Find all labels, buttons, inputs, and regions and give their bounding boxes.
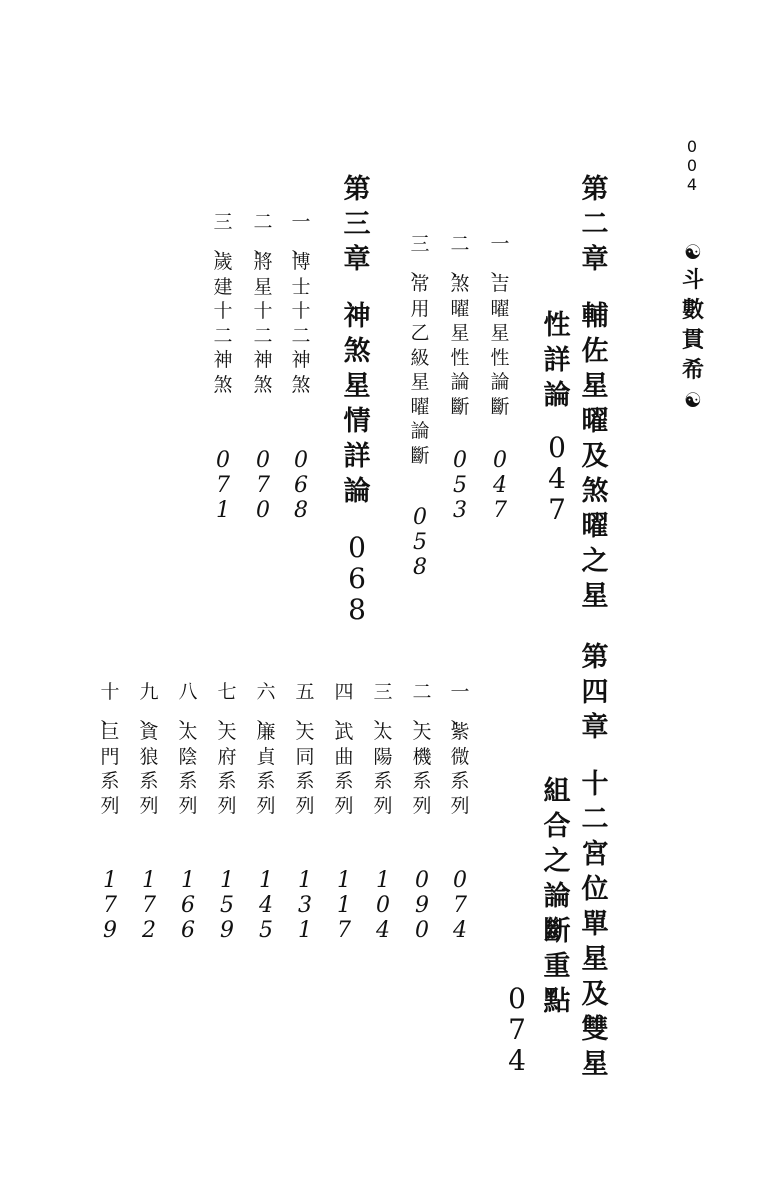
entry-title: 煞 曜 星 性 論 斷 (450, 273, 470, 418)
chapter4-title-line2: 組 合 之 論 斷 重 點 (543, 776, 571, 1017)
entry-title: 天 機 系 列 (412, 721, 432, 817)
chapter3-page: 0 6 8 (348, 531, 366, 626)
entry-number: 三 、 (213, 211, 233, 258)
chapter3-title-column (340, 172, 374, 509)
chapter3-entry-2 (249, 210, 277, 397)
entry-number: 二 、 (253, 211, 273, 258)
chapter4-entry-5-page: 1 3 1 (298, 868, 312, 943)
entry-title: 貪 狼 系 列 (139, 721, 159, 817)
entry-title: 紫 微 系 列 (450, 721, 470, 817)
entry-number: 一 、 (450, 681, 470, 728)
chapter4-entry-6-page: 1 4 5 (259, 868, 273, 943)
entry-number: 一 、 (490, 233, 510, 280)
chapter3-entry-1-page: 0 6 8 (294, 448, 308, 523)
running-title (678, 238, 708, 414)
chapter2-title-line2: 性 詳 論 (543, 310, 571, 411)
chapter4-entry-7-page: 1 5 9 (220, 868, 234, 943)
entry-title: 博 士 十 二 神 煞 (291, 251, 311, 396)
chapter3-heading: 第 三 章 (343, 174, 371, 275)
chapter2-entry-2-page: 0 5 3 (453, 448, 467, 523)
chapter4-entry-5 (291, 680, 319, 818)
chapter4-page: 0 7 4 (508, 982, 526, 1077)
chapter4-entry-8-page: 1 6 6 (181, 868, 195, 943)
chapter4-entry-1 (446, 680, 474, 818)
entry-title: 常 用 乙 級 星 曜 論 斷 (410, 273, 430, 467)
yin-yang-icon: ☯ (684, 388, 702, 412)
entry-title: 太 陽 系 列 (373, 721, 393, 817)
entry-number: 五 、 (295, 681, 315, 728)
entry-title: 將 星 十 二 神 煞 (253, 251, 273, 396)
chapter2-heading: 第 二 章 (581, 174, 609, 275)
entry-title: 歲 建 十 二 神 煞 (213, 251, 233, 396)
chapter4-heading: 第 四 章 (581, 642, 609, 743)
chapter4-title-column (578, 640, 612, 1082)
entry-title: 太 陰 系 列 (178, 721, 198, 817)
chapter2-entry-2 (446, 232, 474, 419)
entry-title: 巨 門 系 列 (100, 721, 120, 817)
entry-title: 武 曲 系 列 (334, 721, 354, 817)
chapter4-entry-3-page: 1 0 4 (376, 868, 390, 943)
entry-number: 九 、 (139, 681, 159, 728)
page-number: 0 0 4 (686, 137, 698, 194)
chapter4-entry-9 (135, 680, 163, 818)
chapter4-entry-3 (369, 680, 397, 818)
chapter2-title-line1: 輔 佐 星 曜 及 煞 曜 之 星 (581, 301, 609, 612)
chapter4-entry-6 (252, 680, 280, 818)
entry-title: 廉 貞 系 列 (256, 721, 276, 817)
running-title-text: 斗 數 貫 希 (681, 268, 704, 383)
chapter4-entry-10 (96, 680, 124, 818)
chapter4-entry-10-page: 1 7 9 (103, 868, 117, 943)
chapter4-entry-2 (408, 680, 436, 818)
entry-title: 天 同 系 列 (295, 721, 315, 817)
entry-number: 一 、 (291, 211, 311, 258)
chapter2-page: 0 4 7 (548, 431, 566, 526)
chapter4-entry-4-page: 1 1 7 (337, 868, 351, 943)
yin-yang-icon: ☯ (684, 240, 702, 264)
chapter4-entry-7 (213, 680, 241, 818)
chapter3-entry-2-page: 0 7 0 (256, 448, 270, 523)
chapter3-title: 神 煞 星 情 詳 論 (343, 301, 371, 507)
chapter4-entry-1-page: 0 7 4 (453, 868, 467, 943)
chapter4-entry-9-page: 1 7 2 (142, 868, 156, 943)
entry-number: 十 、 (100, 681, 120, 728)
chapter2-title-column (578, 172, 612, 614)
chapter4-entry-8 (174, 680, 202, 818)
chapter2-entry-1 (486, 232, 514, 419)
chapter3-entry-3 (209, 210, 237, 397)
chapter2-entry-3 (406, 232, 434, 468)
entry-number: 二 、 (412, 681, 432, 728)
entry-number: 七 、 (217, 681, 237, 728)
entry-title: 吉 曜 星 性 論 斷 (490, 273, 510, 418)
entry-number: 八 、 (178, 681, 198, 728)
chapter2-entry-3-page: 0 5 8 (413, 505, 427, 580)
entry-title: 天 府 系 列 (217, 721, 237, 817)
entry-number: 六 、 (256, 681, 276, 728)
chapter3-entry-3-page: 0 7 1 (216, 448, 230, 523)
entry-number: 二 、 (450, 233, 470, 280)
chapter4-title-line1: 十 二 宮 位 單 星 及 雙 星 (581, 769, 609, 1080)
entry-number: 四 、 (334, 681, 354, 728)
entry-number: 三 、 (410, 233, 430, 280)
chapter4-entry-4 (330, 680, 358, 818)
chapter2-entry-1-page: 0 4 7 (493, 448, 507, 523)
entry-number: 三 、 (373, 681, 393, 728)
chapter3-entry-1 (287, 210, 315, 397)
chapter4-entry-2-page: 0 9 0 (415, 868, 429, 943)
